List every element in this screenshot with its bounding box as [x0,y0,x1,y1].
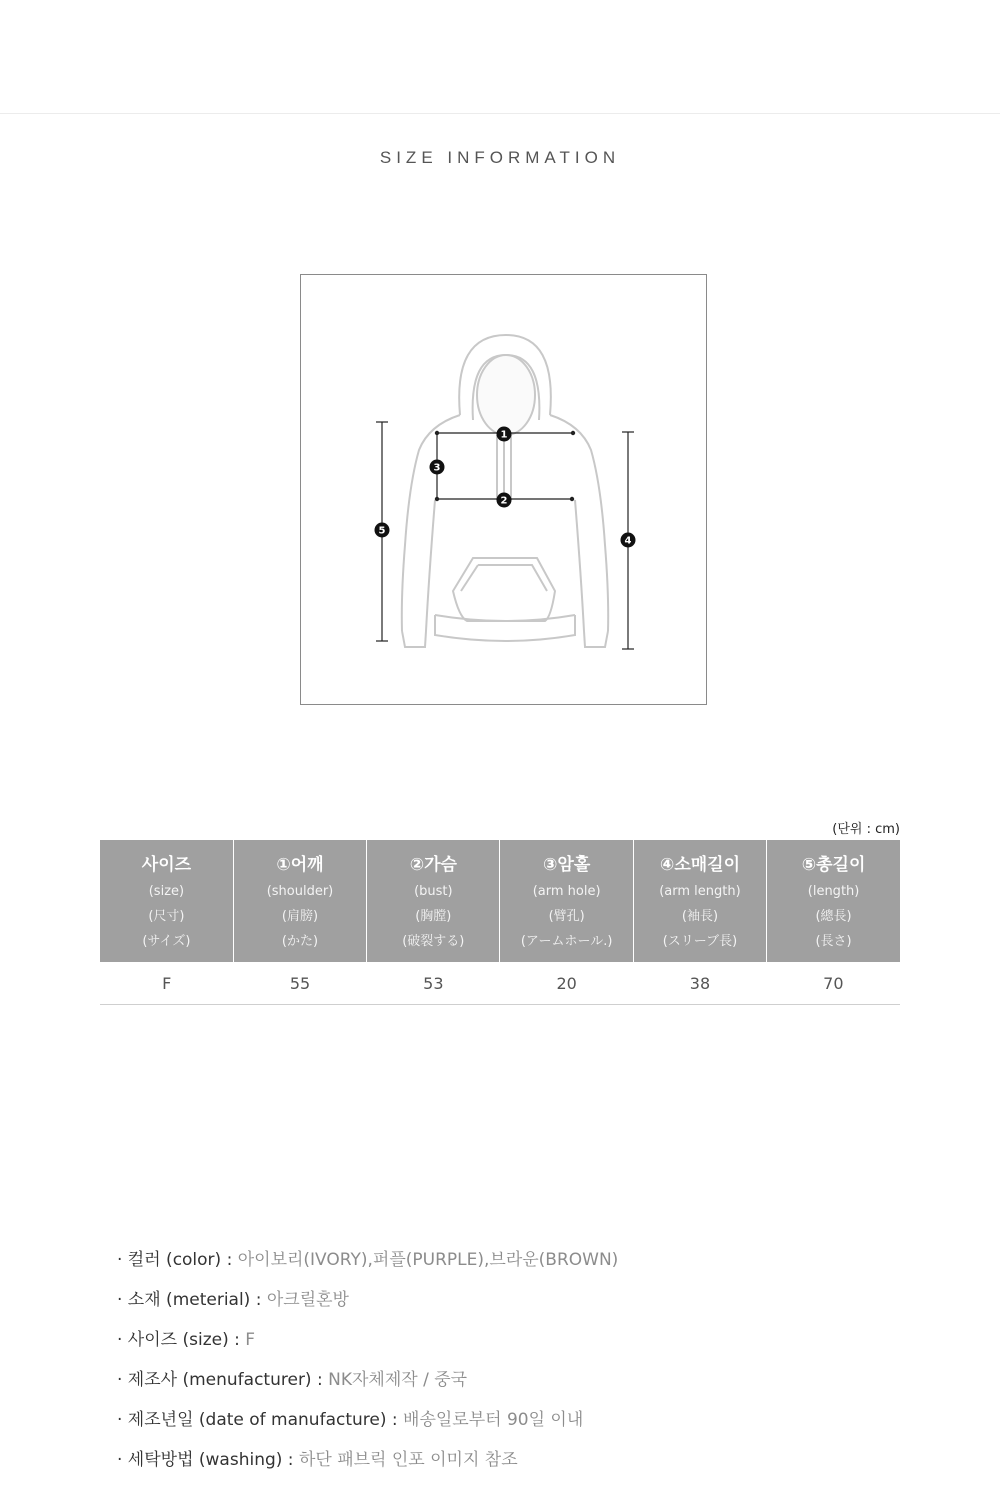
header-bust [367,840,500,962]
info-value: 하단 패브릭 인포 이미지 참조 [298,1450,518,1470]
header-ja: (スリーブ長) [662,934,738,949]
header-en: (arm hole) [532,884,601,899]
unit-label: (단위 : cm) [832,822,900,837]
info-label: · 사이즈 (size) : [117,1330,246,1350]
info-value: 아이보리(IVORY),퍼플(PURPLE),브라운(BROWN) [237,1250,619,1270]
header-arm-length [633,840,766,962]
svg-text:5: 5 [378,525,386,537]
cell-shoulder: 55 [233,962,366,1005]
size-table-header-row [100,840,900,962]
header-length [767,840,900,962]
size-table [100,840,900,1005]
cell-arm-hole: 20 [500,962,633,1005]
info-value: NK자체제작 / 중국 [328,1370,468,1390]
header-en: (bust) [414,884,453,899]
hoodie-diagram-frame [300,274,707,705]
header-ko: 사이즈 [141,855,192,875]
info-manufacturer [117,1360,618,1400]
info-value: 배송일로부터 90일 이내 [403,1410,584,1430]
header-zh: (肩膀) [281,909,319,924]
header-arm-hole [500,840,633,962]
info-label: · 소재 (meterial) : [117,1290,267,1310]
info-washing [117,1440,618,1480]
table-row [100,962,900,1005]
header-zh: (袖長) [681,909,719,924]
header-ja: (破裂する) [402,934,465,949]
product-info-list [117,1240,618,1480]
info-date [117,1400,618,1440]
marker-2 [497,493,512,508]
header-ko: ①어깨 [276,855,324,875]
header-zh: (尺寸) [148,909,185,924]
header-ja: (長さ) [815,934,852,949]
svg-text:3: 3 [433,462,441,474]
header-ja: (かた) [281,934,319,949]
header-en: (shoulder) [266,884,334,899]
header-zh: (臂孔) [548,909,585,924]
marker-4 [621,533,636,548]
hoodie-measurement-diagram [301,275,706,704]
hoodie-outline-icon [402,335,608,647]
header-ko: ⑤총길이 [801,855,866,875]
svg-text:4: 4 [624,535,632,547]
cell-size: F [100,962,233,1005]
header-ja: (サイズ) [142,934,191,949]
header-en: (length) [807,884,860,899]
info-label: · 제조년일 (date of manufacture) : [117,1410,404,1430]
info-label: · 세탁방법 (washing) : [117,1450,299,1470]
header-zh: (總長) [815,909,852,924]
header-ja: (アームホール.) [520,934,613,949]
section-title: SIZE INFORMATION [379,148,621,167]
svg-text:2: 2 [500,495,508,507]
info-material [117,1280,618,1320]
svg-text:1: 1 [500,429,508,441]
info-value: F [245,1330,256,1350]
info-label: · 컬러 (color) : [117,1250,238,1270]
info-value: 아크릴혼방 [266,1290,349,1310]
cell-bust: 53 [367,962,500,1005]
header-shoulder [233,840,366,962]
header-en: (size) [148,884,185,899]
header-en: (arm length) [659,884,741,899]
info-label: · 제조사 (menufacturer) : [117,1370,329,1390]
info-size [117,1320,618,1360]
marker-1 [497,427,512,442]
header-ko: ②가슴 [409,855,457,875]
marker-3 [430,460,445,475]
marker-5 [375,523,390,538]
header-size [100,840,233,962]
top-divider [0,113,1000,114]
info-color [117,1240,618,1280]
header-ko: ④소매길이 [659,855,741,875]
cell-length: 70 [767,962,900,1005]
header-zh: (胸膛) [415,909,452,924]
header-ko: ③암홀 [543,855,591,875]
cell-arm-length: 38 [633,962,766,1005]
